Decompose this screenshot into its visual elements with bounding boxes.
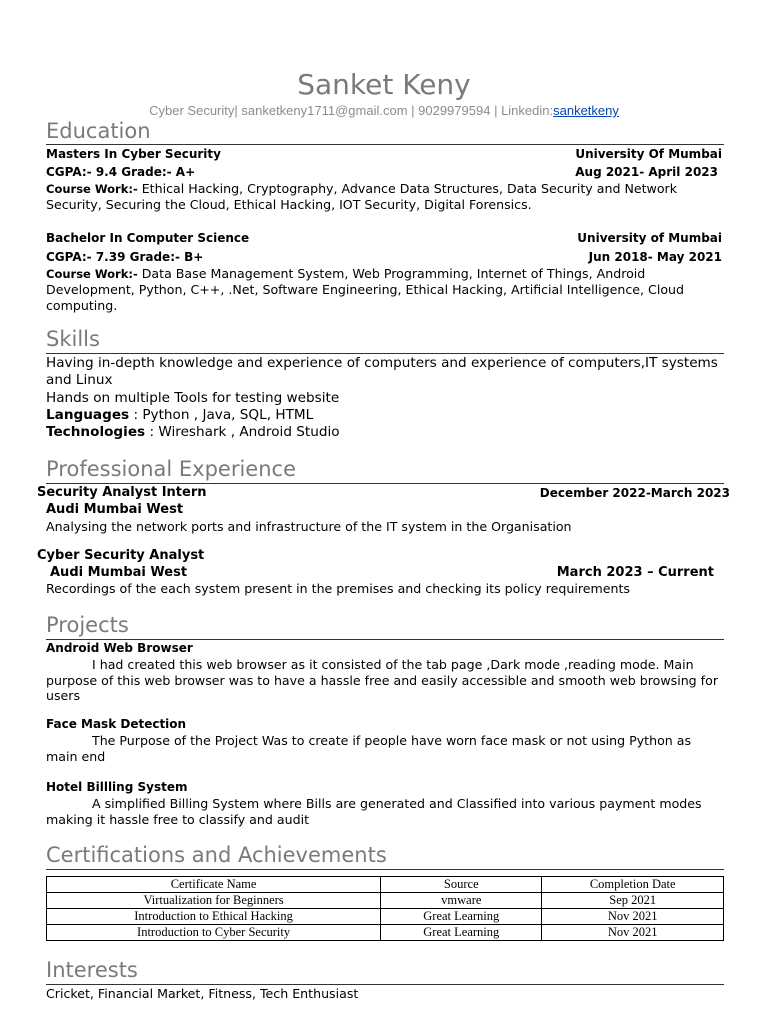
technologies-label: Technologies (46, 424, 146, 440)
education-degree-1: Masters In Cyber Security (46, 147, 221, 161)
education-coursework-1 (46, 181, 724, 213)
table-row (47, 909, 724, 925)
table-cell: Sep 2021 (542, 893, 724, 909)
project-name-3: Hotel Billling System (46, 780, 188, 794)
education-institution-2: University of Mumbai (577, 231, 722, 245)
table-cell: Nov 2021 (542, 925, 724, 941)
languages-value: : Python , Java, SQL, HTML (129, 407, 314, 423)
project-desc-1: I had created this web browser as it consisted of the tab page ,Dark mode ,reading mode. Main purpose of this web browser was to have a hassle free and easily accessible and smooth web browsing for users (46, 657, 719, 703)
education-degree-2: Bachelor In Computer Science (46, 231, 250, 245)
table-cell: vmware (381, 893, 542, 909)
experience-company-1: Audi Mumbai West (46, 502, 184, 517)
table-header-row (47, 877, 724, 893)
experience-company-2: Audi Mumbai West (50, 565, 188, 580)
experience-desc-1: Analysing the network ports and infrastructure of the IT system in the Organisation (46, 519, 572, 534)
education-divider (46, 144, 724, 145)
table-cell: Virtualization for Beginners (47, 893, 381, 909)
education-dates-2: Jun 2018- May 2021 (588, 250, 722, 264)
resume-name: Sanket Keny (297, 68, 471, 101)
coursework-text-1: Ethical Hacking, Cryptography, Advance Data Structures, Data Security and Network Security, Securing the Cloud, Ethical Hacking, IOT Security, Digital Forensics. (46, 181, 678, 212)
experience-role-1 (37, 485, 207, 500)
technologies-value: : Wireshark , Android Studio (145, 424, 340, 440)
education-dates-1: Aug 2021- April 2023 (575, 165, 718, 179)
table-cell: Introduction to Ethical Hacking (47, 909, 381, 925)
contact-linkedin-label: Linkedin: (501, 103, 554, 118)
table-cell: Great Learning (381, 925, 542, 941)
linkedin-link[interactable]: sanketkeny (553, 103, 619, 118)
experience-divider (46, 483, 724, 484)
experience-role-1-text: Security Analyst Intern (37, 485, 207, 500)
contact-role: Cyber Security (149, 103, 235, 118)
interests-heading: Interests (46, 958, 138, 982)
skills-divider (46, 353, 724, 354)
certifications-divider (46, 869, 724, 870)
experience-role-2: Cyber Security Analyst (37, 548, 205, 563)
table-header-date: Completion Date (542, 877, 724, 893)
project-name-1: Android Web Browser (46, 641, 193, 655)
experience-heading: Professional Experience (46, 457, 296, 481)
coursework-text-2: Data Base Management System, Web Programming, Internet of Things, Android Development, Python, C++, .Net, Software Engineering, Ethical Hacking, Artificial Intelligence, Cloud computing. (46, 266, 685, 313)
project-desc-2: The Purpose of the Project Was to create if people have worn face mask or not using Python as main end (46, 733, 692, 764)
table-cell: Nov 2021 (542, 909, 724, 925)
project-desc-3: A simplified Billing System where Bills are generated and Classified into various payment modes making it hassle free to classify and audit (46, 796, 702, 827)
projects-divider (46, 639, 724, 640)
experience-dates-2: March 2023 – Current (556, 565, 714, 580)
skills-line-1: Having in-depth knowledge and experience of computers and experience of computers,IT systems and Linux (46, 355, 718, 388)
coursework-label-1: Course Work:- (46, 182, 138, 196)
contact-line: Cyber Security| sanketkeny1711@gmail.com | 9029979594 | Linkedin:sanketkeny (149, 103, 619, 118)
table-cell: Introduction to Cyber Security (47, 925, 381, 941)
table-header-certificate: Certificate Name (47, 877, 381, 893)
experience-desc-2: Recordings of the each system present in the premises and checking its policy requirements (46, 581, 630, 596)
certifications-table (46, 876, 724, 941)
interests-text: Cricket, Financial Market, Fitness, Tech Enthusiast (46, 986, 359, 1001)
education-heading: Education (46, 119, 151, 143)
education-grade-2: CGPA:- 7.39 Grade:- B+ (46, 250, 204, 264)
skills-line-2: Hands on multiple Tools for testing website (46, 390, 340, 406)
skills-languages (46, 407, 313, 423)
skills-technologies (46, 424, 340, 440)
table-header-source: Source (381, 877, 542, 893)
contact-phone: 9029979594 (418, 103, 491, 118)
project-name-2: Face Mask Detection (46, 717, 187, 731)
languages-label: Languages (46, 407, 130, 423)
education-grade-1: CGPA:- 9.4 Grade:- A+ (46, 165, 196, 179)
interests-divider (46, 984, 724, 985)
table-row (47, 925, 724, 941)
skills-heading: Skills (46, 327, 100, 351)
table-cell: Great Learning (381, 909, 542, 925)
education-coursework-2 (46, 266, 724, 314)
education-institution-1: University Of Mumbai (575, 147, 722, 161)
table-row (47, 893, 724, 909)
certifications-heading: Certifications and Achievements (46, 843, 387, 867)
projects-heading: Projects (46, 613, 129, 637)
experience-dates-1: December 2022-March 2023 (539, 486, 730, 500)
contact-email: sanketkeny1711@gmail.com (241, 103, 408, 118)
coursework-label-2: Course Work:- (46, 267, 138, 281)
